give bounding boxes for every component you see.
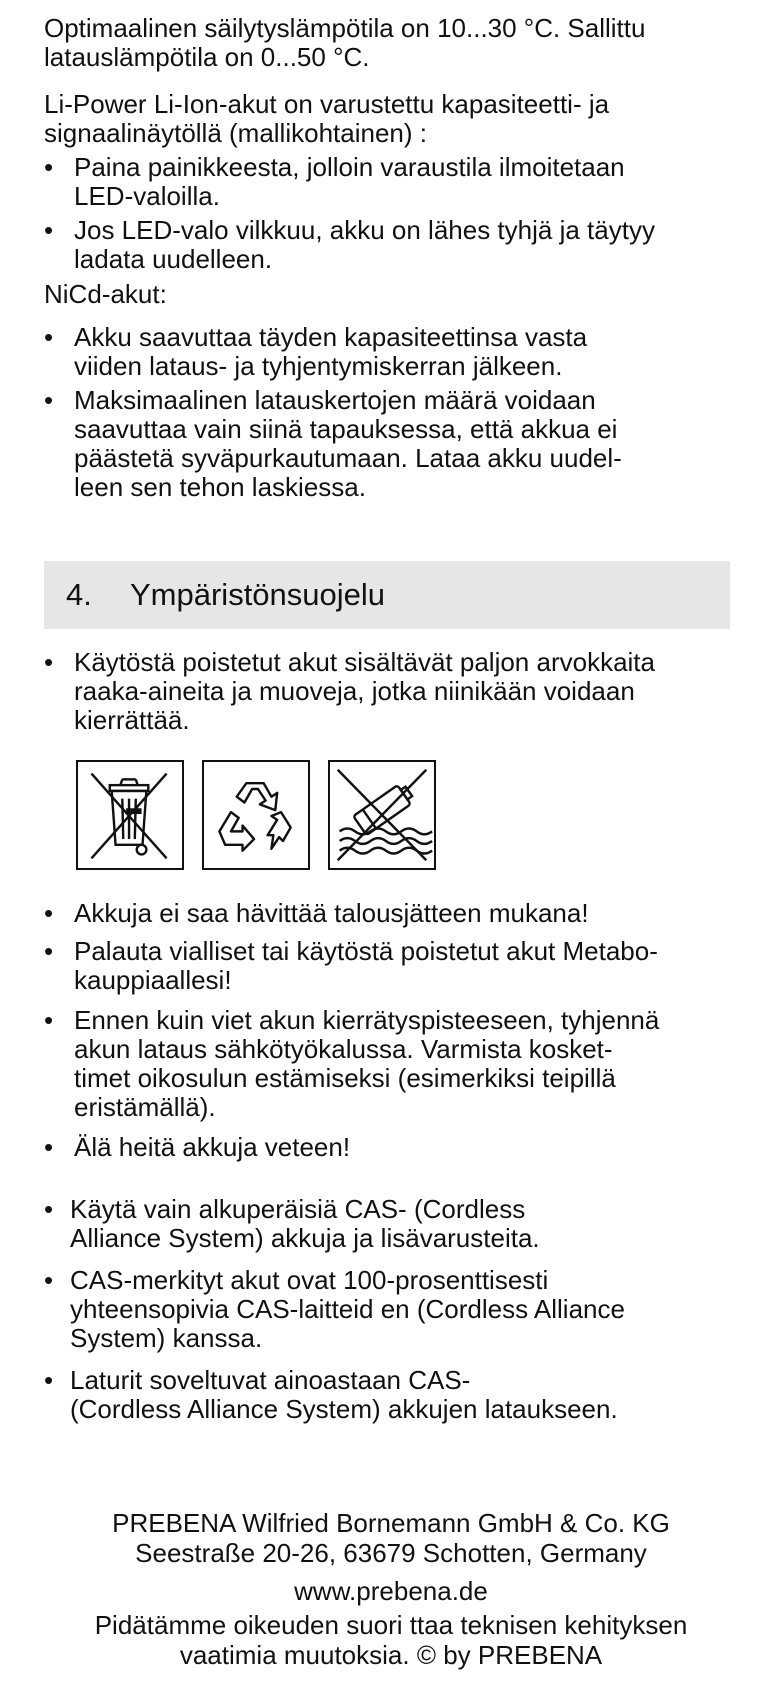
list-item (44, 1133, 744, 1162)
section-heading-bar (44, 561, 730, 629)
storage-temperature-text: Optimaalinen säilytyslämpötila on 10...30 °C. Sallittu latauslämpötila on 0...50 °C. (44, 13, 646, 72)
bullet-glyph: • (44, 1194, 54, 1224)
bullet-glyph: • (44, 1365, 54, 1395)
footer-website: www.prebena.de (294, 1576, 488, 1606)
bullet-glyph: • (44, 1005, 54, 1035)
footer-address: Seestraße 20-26, 63679 Schotten, Germany (135, 1538, 647, 1568)
bullet-glyph: • (44, 936, 54, 966)
list-item-text: Älä heitä akkuja veteen! (74, 1132, 351, 1162)
list-item (44, 937, 744, 995)
list-item (44, 648, 744, 735)
list-item-text: Akkuja ei saa hävittää talousjätteen mukana! (74, 898, 589, 928)
list-item (44, 1195, 744, 1253)
list-item (44, 899, 744, 928)
bullet-glyph: • (44, 322, 54, 352)
list-item-text: Paina painikkeesta, jolloin varaustila ilmoitetaan LED-valoilla. (74, 152, 625, 211)
section-number: 4. (66, 577, 92, 612)
list-item-text: Ennen kuin viet akun kierrätyspisteeseen, tyhjennä akun lataus sähkötyökalussa. Varmista kosket- timet oikosulun estämiseksi (esimerkiksi teipillä eristämällä). (74, 1005, 660, 1122)
no-water-disposal-icon (328, 760, 436, 870)
list-item-text: Jos LED-valo vilkkuu, akku on lähes tyhjä ja täytyy ladata uudelleen. (74, 215, 655, 274)
li-power-intro-text: Li-Power Li-Ion-akut on varustettu kapasiteetti- ja signaalinäytöllä (mallikohtainen) : (44, 89, 610, 148)
list-item (44, 153, 744, 211)
list-item-text: Maksimaalinen latauskertojen määrä voidaan saavuttaa vain siinä tapauksessa, että akkua ei päästetä syväpurkautumaan. Lataa akku uudel- leen sen tehon laskiessa. (74, 385, 622, 502)
list-item-text: Palauta vialliset tai käytöstä poistetut akut Metabo- kauppiaallesi! (74, 936, 658, 995)
list-item-text: CAS-merkityt akut ovat 100-prosenttisesti yhteensopivia CAS-laitteid en (Cordless Alliance System) kanssa. (70, 1265, 625, 1353)
crossed-bin-icon (76, 760, 184, 870)
list-item-text: Käytöstä poistetut akut sisältävät paljon arvokkaita raaka-aineita ja muoveja, jotka niinikään voidaan kierrättää. (74, 647, 655, 735)
list-item-text: Laturit soveltuvat ainoastaan CAS- (Cordless Alliance System) akkujen lataukseen. (70, 1365, 618, 1424)
list-item (44, 1006, 744, 1122)
list-item-text: Käytä vain alkuperäisiä CAS- (Cordless Alliance System) akkuja ja lisävarusteita. (70, 1194, 540, 1253)
bullet-glyph: • (44, 1132, 54, 1162)
bullet-glyph: • (44, 647, 54, 677)
list-item (44, 1266, 744, 1353)
list-item-text: Akku saavuttaa täyden kapasiteettinsa vasta viiden lataus- ja tyhjentymiskerran jälkeen. (74, 322, 588, 381)
footer-notice: Pidätämme oikeuden suori ttaa teknisen kehityksen vaatimia muutoksia. © by PREBENA (94, 1610, 688, 1670)
list-item (44, 216, 744, 274)
section-title: Ympäristönsuojelu (130, 577, 386, 612)
list-item (44, 323, 744, 381)
bullet-glyph: • (44, 385, 54, 415)
bullet-glyph: • (44, 152, 54, 182)
list-item (44, 386, 744, 502)
bullet-glyph: • (44, 898, 54, 928)
bullet-glyph: • (44, 1265, 54, 1295)
footer-company: PREBENA Wilfried Bornemann GmbH & Co. KG (112, 1508, 670, 1538)
recycle-icon (202, 760, 310, 870)
list-item (44, 1366, 744, 1424)
bullet-glyph: • (44, 215, 54, 245)
nicd-heading: NiCd-akut: (44, 279, 167, 309)
